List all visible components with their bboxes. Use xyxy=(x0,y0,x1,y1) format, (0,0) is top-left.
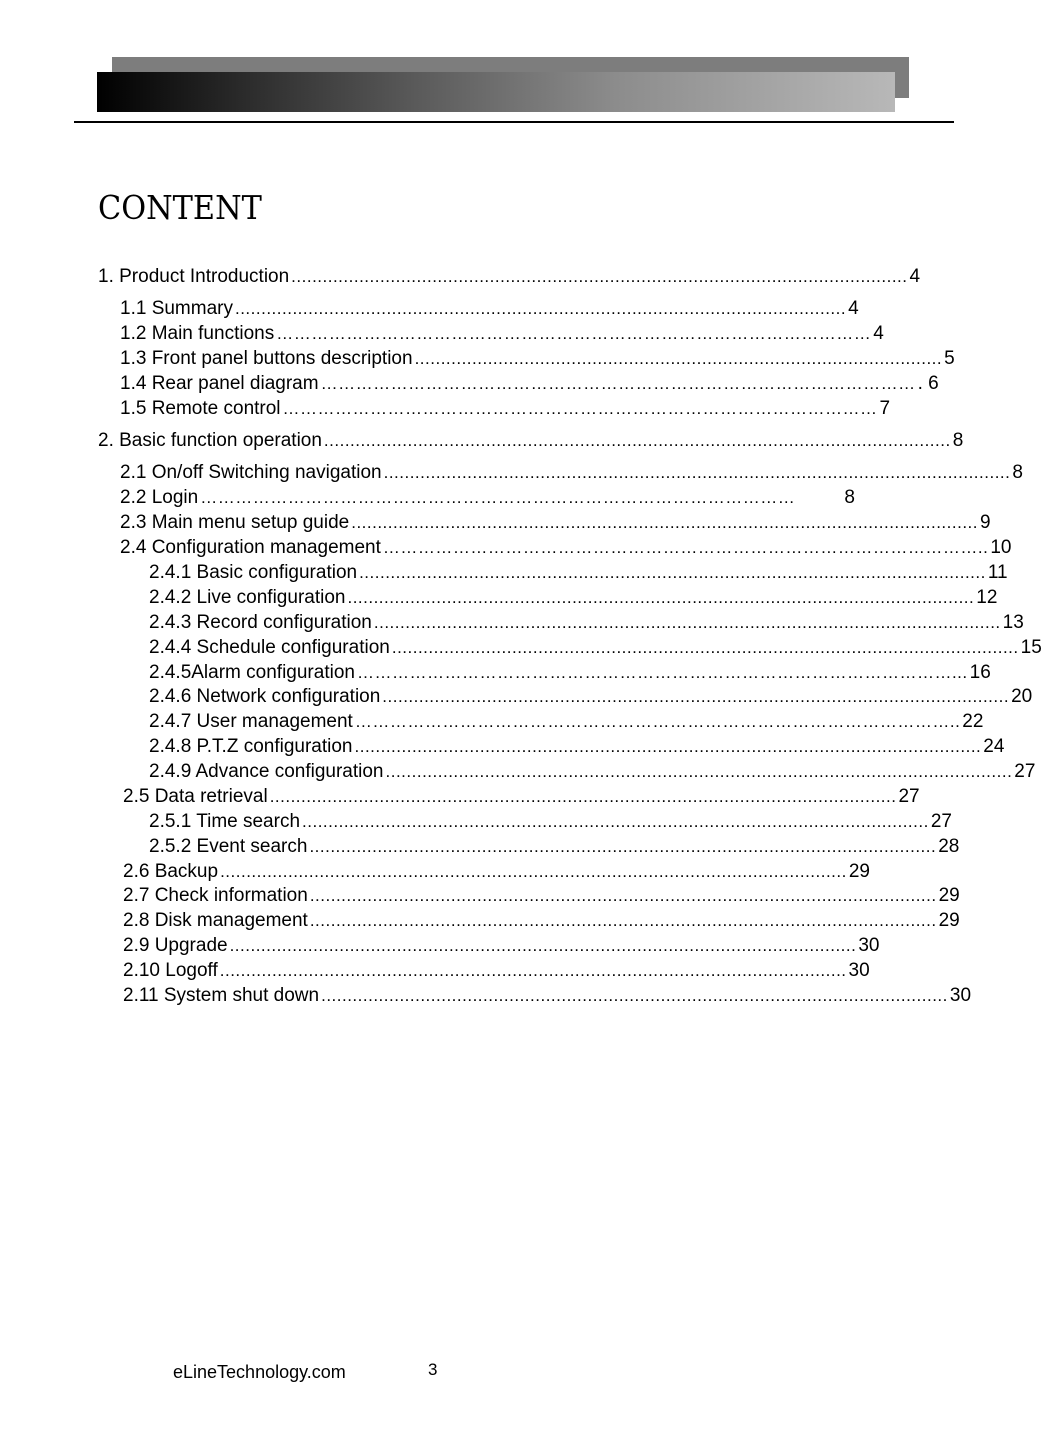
toc-entry[interactable] xyxy=(120,348,955,370)
toc-page-number: 30 xyxy=(848,960,870,981)
toc-entry-label: 2.4.8 P.T.Z configuration xyxy=(149,736,353,757)
toc-entry[interactable] xyxy=(120,462,1023,484)
toc-entry[interactable] xyxy=(123,885,960,907)
toc-entry-label: 2.1 On/off Switching navigation xyxy=(120,462,382,483)
toc-entry[interactable] xyxy=(120,487,855,509)
toc-entry[interactable] xyxy=(123,786,920,808)
toc-page-number: 15 xyxy=(1020,637,1042,658)
toc-entry-label: 2.4.3 Record configuration xyxy=(149,612,372,633)
toc-page-number: 4 xyxy=(909,266,921,287)
toc-leader: ........................................................................................................................ xyxy=(309,837,937,856)
toc-entry-label: 2.4.6 Network configuration xyxy=(149,686,381,707)
toc-leader: ........................................................................................................................ xyxy=(385,762,1013,781)
toc-entry-label: 2.4.2 Live configuration xyxy=(149,587,346,608)
toc-page-number: 4 xyxy=(848,298,859,319)
toc-leader: ………………………………………………………………………………………… xyxy=(276,324,872,343)
toc-entry[interactable] xyxy=(149,761,1036,783)
toc-page-number: 30 xyxy=(949,985,972,1006)
toc-leader: ........................................................................................................................ xyxy=(359,563,986,582)
toc-page-number: 20 xyxy=(1011,686,1033,707)
toc-leader: ........................................................................................................................ xyxy=(302,812,929,831)
toc-page-number: 12 xyxy=(976,587,998,608)
toc-page-number: 28 xyxy=(938,836,960,857)
toc-entry[interactable] xyxy=(123,935,880,957)
toc-entry[interactable] xyxy=(120,373,939,395)
toc-page-number: 8 xyxy=(1012,462,1023,483)
toc-entry-label: 2.7 Check information xyxy=(123,885,308,906)
toc-entry-label: 2.4.9 Advance configuration xyxy=(149,761,384,782)
toc-entry[interactable] xyxy=(149,562,1008,584)
toc-leader: ………………………………………………………………………………………….. xyxy=(382,538,989,557)
toc-leader: ........................................................................................................................ xyxy=(220,862,847,881)
toc-entry-label: 2. Basic function operation xyxy=(98,430,322,451)
toc-page-number: 8 xyxy=(844,487,855,508)
toc-entry-label: 2.5.1 Time search xyxy=(149,811,301,832)
toc-entry-label: 1.4 Rear panel diagram xyxy=(120,373,319,394)
toc-entry-label: 2.9 Upgrade xyxy=(123,935,228,956)
toc-entry[interactable] xyxy=(149,587,998,609)
toc-entry[interactable] xyxy=(149,612,1024,634)
toc-entry-label: 2.2 Login xyxy=(120,487,199,508)
footer-page-number: 3 xyxy=(428,1360,438,1379)
toc-leader: ........................................................................................................................ xyxy=(391,638,1019,657)
toc-entry-label: 2.5.2 Event search xyxy=(149,836,308,857)
toc-entry-label: 2.6 Backup xyxy=(123,861,219,882)
toc-entry[interactable] xyxy=(98,266,921,288)
toc-leader: ........................................................................................................................ xyxy=(351,513,978,532)
toc-page-number: 11 xyxy=(987,562,1008,583)
toc-entry[interactable] xyxy=(120,323,884,345)
toc-entry[interactable] xyxy=(123,985,972,1007)
toc-leader: ........................................................................................................................ xyxy=(373,613,1001,632)
toc-leader: ........................................................................................................................ xyxy=(323,431,951,450)
toc-entry[interactable] xyxy=(149,811,952,833)
toc-entry[interactable] xyxy=(98,430,964,452)
header-rule xyxy=(74,121,954,123)
toc-entry-label: 2.11 System shut down xyxy=(123,985,320,1006)
toc-entry[interactable] xyxy=(149,686,1033,708)
toc-entry-label: 1.1 Summary xyxy=(120,298,233,319)
toc-page-number: 29 xyxy=(938,910,960,931)
toc-entry-label: 2.4.4 Schedule configuration xyxy=(149,637,390,658)
toc-leader: ........................................................................................................................ xyxy=(229,936,857,955)
toc-leader: ………………………………………………………………………………………… xyxy=(282,399,878,418)
toc-entry[interactable] xyxy=(120,398,891,420)
toc-leader: ........................................................................................................................ xyxy=(347,588,975,607)
toc-page-number: 16 xyxy=(969,662,991,683)
toc-page-number: 27 xyxy=(1014,761,1036,782)
toc-entry-label: 2.4 Configuration management xyxy=(120,537,381,558)
toc-leader: ........................................................................................................................ xyxy=(383,463,1011,482)
toc-page-number: 5 xyxy=(944,348,955,369)
toc-page-number: 29 xyxy=(848,861,870,882)
toc-entry[interactable] xyxy=(120,298,859,320)
toc-leader: ........................................................................................................................ xyxy=(269,787,897,806)
toc-page-number: 24 xyxy=(983,736,1005,757)
toc-leader: ........................................................................................................................ xyxy=(309,911,937,930)
toc-leader: ........................................................................................................................ xyxy=(321,986,948,1005)
toc-entry-label: 1.5 Remote control xyxy=(120,398,281,419)
toc-entry[interactable] xyxy=(120,537,1012,559)
toc-leader: ...................................................................................................................... xyxy=(291,267,908,286)
toc-entry[interactable] xyxy=(123,910,960,932)
toc-entry-label: 2.5 Data retrieval xyxy=(123,786,268,807)
toc-page-number: 22 xyxy=(962,711,984,732)
toc-leader: …………………………………………………………………………………………... xyxy=(356,663,968,682)
toc-page-number: 10 xyxy=(990,537,1012,558)
toc-page-number: 29 xyxy=(938,885,960,906)
toc-entry[interactable] xyxy=(149,637,1042,659)
toc-entry-label: 2.8 Disk management xyxy=(123,910,308,931)
toc-entry[interactable] xyxy=(123,861,870,883)
toc-entry-label: 2.4.1 Basic configuration xyxy=(149,562,358,583)
toc-page-number: 27 xyxy=(930,811,952,832)
toc-entry[interactable] xyxy=(149,711,984,733)
toc-leader: ..................................................................................................... xyxy=(414,349,943,368)
toc-page-number: . 6 xyxy=(917,373,939,394)
toc-entry-label: 1.2 Main functions xyxy=(120,323,275,344)
header-gradient-bar xyxy=(97,72,895,112)
toc-entry-label: 2.3 Main menu setup guide xyxy=(120,512,350,533)
toc-leader: ........................................................................................................................ xyxy=(219,961,847,980)
toc-leader: ………………………………………………………………………………………… xyxy=(320,374,916,393)
toc-page-number: 30 xyxy=(858,935,880,956)
toc-entry-label: 2.4.5Alarm configuration xyxy=(149,662,355,683)
toc-entry-label: 1.3 Front panel buttons description xyxy=(120,348,413,369)
toc-page-number: 9 xyxy=(980,512,991,533)
toc-leader: ………………………………………………………………………………………….. xyxy=(354,712,961,731)
toc-page-number: 27 xyxy=(898,786,920,807)
toc-leader: ………………………………………………………………………………………… xyxy=(200,488,796,507)
toc-entry-label: 1. Product Introduction xyxy=(98,266,290,287)
toc-entry[interactable] xyxy=(149,662,991,684)
footer-website: eLineTechnology.com xyxy=(173,1362,346,1382)
toc-entry[interactable] xyxy=(120,512,991,534)
toc-entry[interactable] xyxy=(149,836,960,858)
toc-leader: ........................................................................................................................ xyxy=(382,687,1010,706)
toc-page-number: 4 xyxy=(873,323,884,344)
toc-page-number: 8 xyxy=(952,430,964,451)
toc-entry[interactable] xyxy=(123,960,870,982)
page-title: CONTENT xyxy=(98,188,262,227)
toc-leader: ........................................................................................................................ xyxy=(309,886,937,905)
toc-leader: ..................................................................................................................... xyxy=(234,299,847,318)
toc-leader: ........................................................................................................................ xyxy=(354,737,982,756)
toc-entry-label: 2.10 Logoff xyxy=(123,960,218,981)
toc-entry-label: 2.4.7 User management xyxy=(149,711,353,732)
toc-entry[interactable] xyxy=(149,736,1005,758)
toc-page-number: 13 xyxy=(1002,612,1024,633)
toc-page-number: 7 xyxy=(879,398,891,419)
